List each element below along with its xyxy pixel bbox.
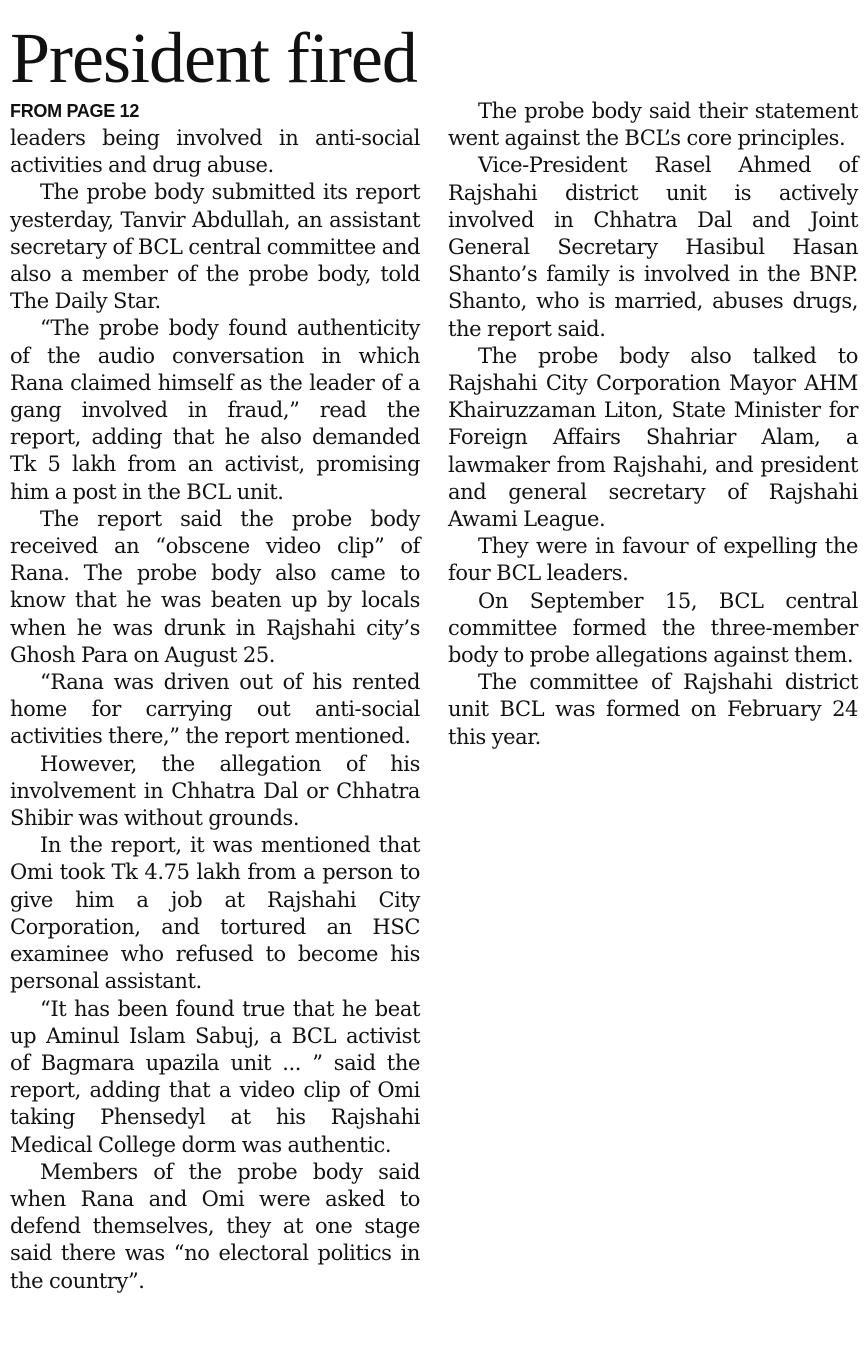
paragraph: However, the allegation of his involvement in Chhatra Dal or Chhatra Shibir was without grounds. <box>10 751 420 831</box>
paragraph: leaders being involved in anti-social activities and drug abuse. <box>10 126 420 178</box>
jump-label: FROM PAGE 12 <box>10 101 140 121</box>
paragraph: “Rana was driven out of his rented home for carrying out anti-social activities there,” the report mentioned. <box>10 670 420 749</box>
right-column <box>448 98 858 751</box>
left-column <box>10 98 420 1295</box>
paragraph: The probe body submitted its report yesterday, Tanvir Abdullah, an assistant secretary of BCL central committee and also a member of the probe body, told The Daily Star. <box>10 180 420 314</box>
paragraph: The committee of Rajshahi district unit BCL was formed on February 24 this year. <box>448 670 858 749</box>
paragraph: Members of the probe body said when Rana and Omi were asked to defend themselves, they at one stage said there was “no electoral politics in the country”. <box>10 1159 420 1293</box>
paragraph: In the report, it was mentioned that Omi took Tk 4.75 lakh from a person to give him a job at Rajshahi City Corporation, and tortured an HSC examinee who refused to become his personal assistant. <box>10 833 420 994</box>
paragraph: Vice-President Rasel Ahmed of Rajshahi district unit is actively involved in Chhatra Dal and Joint General Secretary Hasibul Hasan Shanto’s family is involved in the BNP. Shanto, who is married, abuses drugs, the report said. <box>448 153 858 341</box>
paragraph: The probe body said their statement went against the BCL’s core principles. <box>448 99 858 151</box>
paragraph: They were in favour of expelling the four BCL leaders. <box>448 534 858 586</box>
paragraph: The probe body also talked to Rajshahi City Corporation Mayor AHM Khairuzzaman Liton, State Minister for Foreign Affairs Shahriar Alam, a lawmaker from Rajshahi, and president and general secretary of Rajshahi Awami League. <box>448 343 858 532</box>
headline: President fired <box>10 18 417 98</box>
paragraph: On September 15, BCL central committee formed the three-member body to probe allegations against them. <box>448 588 858 668</box>
paragraph: The report said the probe body received an “obscene video clip” of Rana. The probe body also came to know that he was beaten up by locals when he was drunk in Rajshahi city’s Ghosh Para on August 25. <box>10 506 420 667</box>
paragraph: “The probe body found authenticity of the audio conversation in which Rana claimed himself as the leader of a gang involved in fraud,” read the report, adding that he also demanded Tk 5 lakh from an activist, promising him a post in the BCL unit. <box>10 316 420 504</box>
paragraph: “It has been found true that he beat up Aminul Islam Sabuj, a BCL activist of Bagmara upazila unit ... ” said the report, adding that a video clip of Omi taking Phensedyl at his Rajshahi Medical College dorm was authentic. <box>10 996 420 1157</box>
